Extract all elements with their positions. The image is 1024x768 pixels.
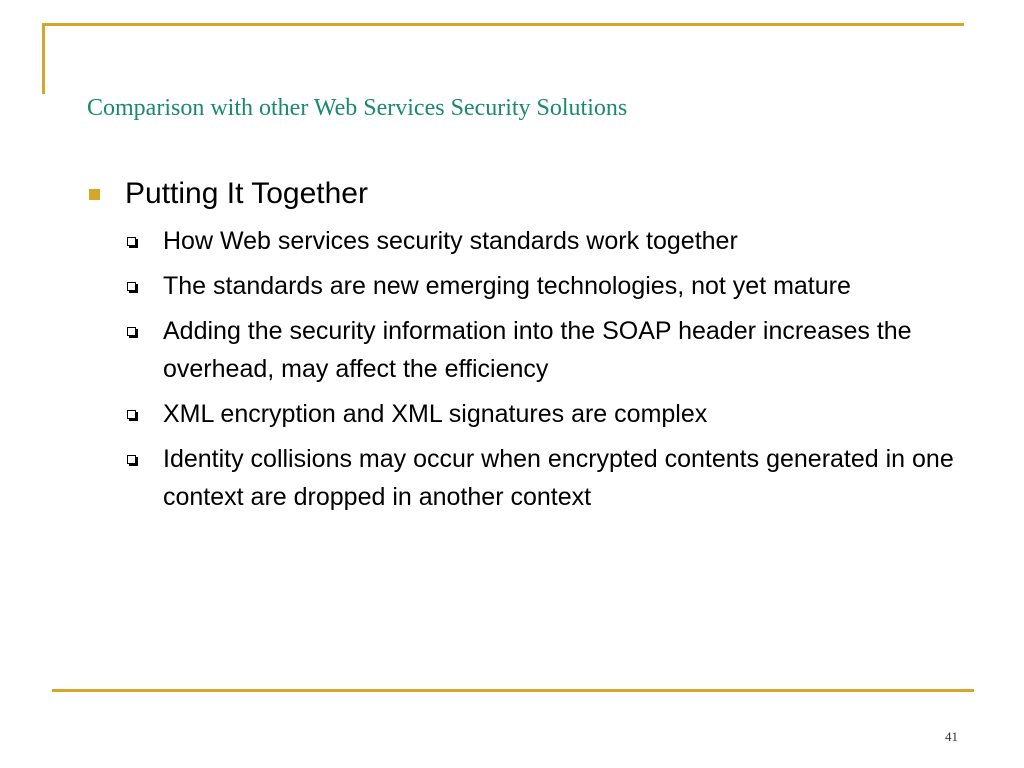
- sub-bullet-text: The standards are new emerging technologies, not yet mature: [163, 272, 851, 300]
- footer-line: [52, 689, 974, 692]
- sub-bullet: [87, 222, 967, 260]
- sub-bullet: [87, 267, 967, 305]
- sub-bullet: [87, 440, 967, 516]
- hollow-square-bullet-icon: [127, 282, 136, 291]
- bullet-text: Putting It Together: [125, 177, 368, 210]
- sub-bullet-list: [87, 222, 967, 516]
- square-bullet-icon: [89, 189, 100, 200]
- sub-bullet: [87, 395, 967, 433]
- hollow-square-bullet-icon: [127, 410, 136, 419]
- hollow-square-bullet-icon: [127, 327, 136, 336]
- sub-bullet-text: XML encryption and XML signatures are complex: [163, 400, 708, 428]
- slide-title: Comparison with other Web Services Security Solutions: [87, 95, 628, 121]
- sub-bullet-text: Identity collisions may occur when encrypted contents generated in one context are dropped in another context: [163, 445, 954, 511]
- sub-bullet-text: Adding the security information into the SOAP header increases the overhead, may affect the efficiency: [163, 317, 912, 383]
- slide-content: [87, 174, 967, 523]
- frame-top-line: [42, 23, 964, 26]
- page-number: 41: [945, 729, 958, 744]
- sub-bullet-text: How Web services security standards work together: [163, 227, 738, 255]
- sub-bullet: [87, 312, 967, 388]
- hollow-square-bullet-icon: [127, 237, 136, 246]
- frame-left-line: [42, 23, 45, 94]
- bullet-putting-it-together: [87, 174, 967, 214]
- hollow-square-bullet-icon: [127, 455, 136, 464]
